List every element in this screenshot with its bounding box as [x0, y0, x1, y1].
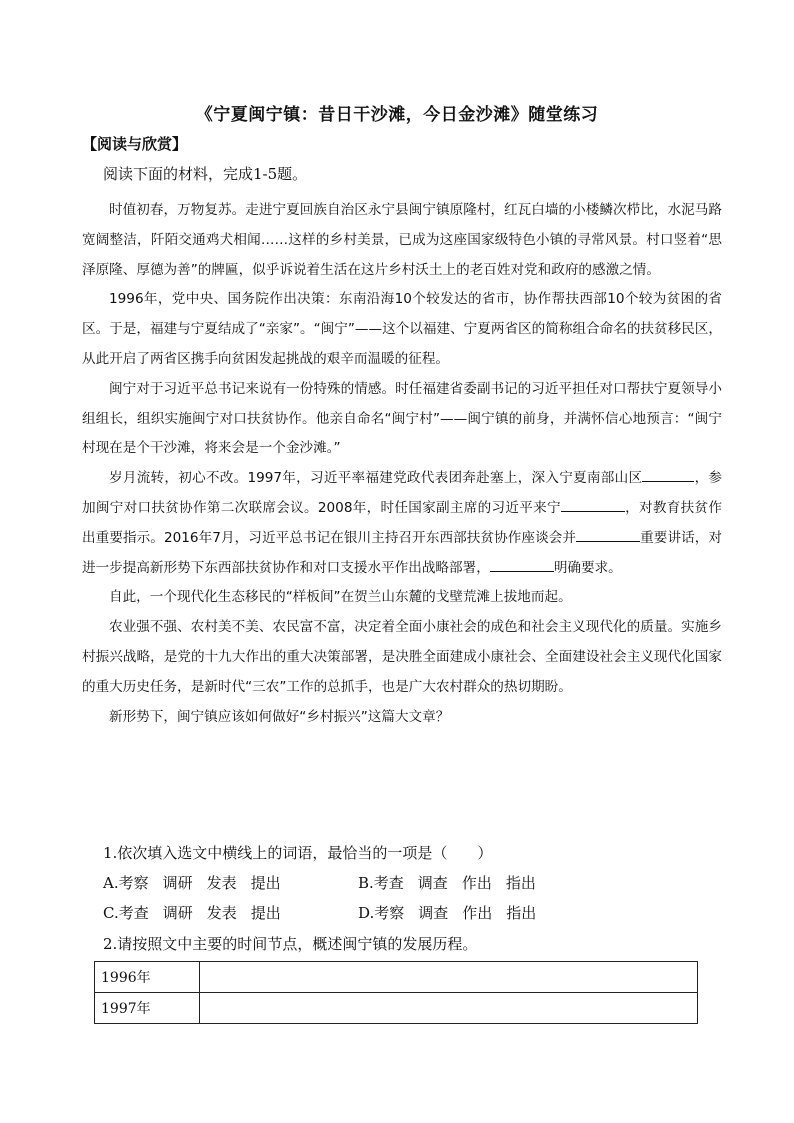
paragraph-2: 1996年，党中央、国务院作出决策：东南沿海10个较发达的省市，协作帮扶西部10个较为贫困的省区。于是，福建与宁夏结成了“亲家”。“闽宁”——这个以福建、宁夏两省区的简称组合命名的扶贫移民区，从此开启了两省区携手向贫困发起挑战的艰辛而温暖的征程。 — [82, 291, 722, 367]
answer-cell[interactable] — [200, 993, 698, 1024]
question-2: 2.请按照文中主要的时间节点，概述闽宁镇的发展历程。 — [103, 935, 478, 953]
paragraph-4-text: 岁月流转，初心不改。1997年，习近平率福建党政代表团奔赴塞上，深入宁夏南部山区 — [109, 470, 643, 487]
paragraph-5: 自此，一个现代化生态移民的“样板间”在贺兰山东麓的戈壁荒滩上拔地而起。 — [109, 589, 572, 606]
question-1: 1.依次填入选文中横线上的词语，最恰当的一项是（ ） — [103, 844, 493, 862]
option-a-word: 提出 — [250, 874, 281, 892]
option-a-word: 调研 — [162, 874, 193, 892]
fill-blank-3[interactable] — [576, 527, 640, 542]
option-a-word: 发表 — [206, 874, 237, 892]
paragraph-4-text: 明确要求。 — [553, 559, 622, 576]
fill-blank-1[interactable] — [642, 468, 694, 483]
answer-cell[interactable] — [200, 962, 698, 993]
option-a[interactable] — [103, 872, 295, 893]
option-c-word: 调研 — [162, 904, 193, 922]
option-c[interactable] — [103, 902, 295, 923]
table-row — [95, 993, 698, 1024]
year-cell: 1997年 — [95, 993, 200, 1024]
fill-blank-4[interactable] — [490, 557, 554, 572]
option-d-word: 调查 — [418, 904, 449, 922]
timeline-table — [94, 961, 698, 1024]
option-b[interactable] — [358, 872, 550, 893]
option-d-word: 作出 — [462, 904, 493, 922]
option-d-word: 指出 — [506, 904, 537, 922]
paragraph-4-text: 重要讲话，对进一步提高新形势下东西部扶贫协作和对口支援水平作出战略部署， — [82, 529, 723, 576]
table-row — [95, 962, 698, 993]
fill-blank-2[interactable] — [561, 497, 625, 512]
paragraph-7: 新形势下，闽宁镇应该如何做好“乡村振兴”这篇大文章？ — [109, 708, 450, 725]
option-b-word: 调查 — [417, 874, 448, 892]
paragraph-4-text: ，参加闽宁对口扶贫协作第二次联席会议。2008年，时任国家副主席的习近平来宁 — [82, 470, 723, 516]
paragraph-4-text: ，对教育扶贫作出重要指示。2016年7月，习近平总书记在银川主持召开东西部扶贫协作座谈会并 — [82, 499, 722, 546]
option-c-word: 提出 — [250, 904, 281, 922]
option-a-word: A.考察 — [103, 874, 149, 892]
option-b-word: 作出 — [461, 874, 492, 892]
option-c-word: C.考查 — [103, 904, 149, 922]
paragraph-1: 时值初春，万物复苏。走进宁夏回族自治区永宁县闽宁镇原隆村，红瓦白墙的小楼鳞次栉比，水泥马路宽阔整洁，阡陌交通鸡犬相闻……这样的乡村美景，已成为这座国家级特色小镇的寻常风景。村口竖着“思泽原隆、厚德为善”的牌匾，似乎诉说着生活在这片乡村沃土上的老百姓对党和政府的感激之情。 — [82, 202, 722, 278]
option-c-word: 发表 — [206, 904, 237, 922]
paragraph-6: 农业强不强、农村美不美、农民富不富，决定着全面小康社会的成色和社会主义现代化的质量。实施乡村振兴战略，是党的十九大作出的重大决策部署，是决胜全面建成小康社会、全面建设社会主义现代化国家的重大历史任务，是新时代“三农”工作的总抓手，也是广大农村群众的热切期盼。 — [82, 619, 722, 695]
option-d-word: D.考察 — [358, 904, 405, 922]
reading-passage — [82, 196, 722, 732]
year-cell: 1996年 — [95, 962, 200, 993]
page-title: 《宁夏闽宁镇：昔日干沙滩，今日金沙滩》随堂练习 — [195, 105, 599, 125]
instructions: 阅读下面的材料，完成1-5题。 — [103, 165, 308, 183]
paragraph-4 — [82, 464, 722, 583]
paragraph-3: 闽宁对于习近平总书记来说有一份特殊的情感。时任福建省委副书记的习近平担任对口帮扶宁夏领导小组组长，组织实施闽宁对口扶贫协作。他亲自命名“闽宁村”——闽宁镇的前身，并满怀信心地预言：“闽宁村现在是个干沙滩，将来会是一个金沙滩。” — [82, 380, 722, 457]
option-b-word: 指出 — [505, 874, 536, 892]
section-heading: 【阅读与欣赏】 — [82, 135, 188, 153]
option-b-word: B.考查 — [358, 874, 404, 892]
option-d[interactable] — [358, 902, 550, 923]
